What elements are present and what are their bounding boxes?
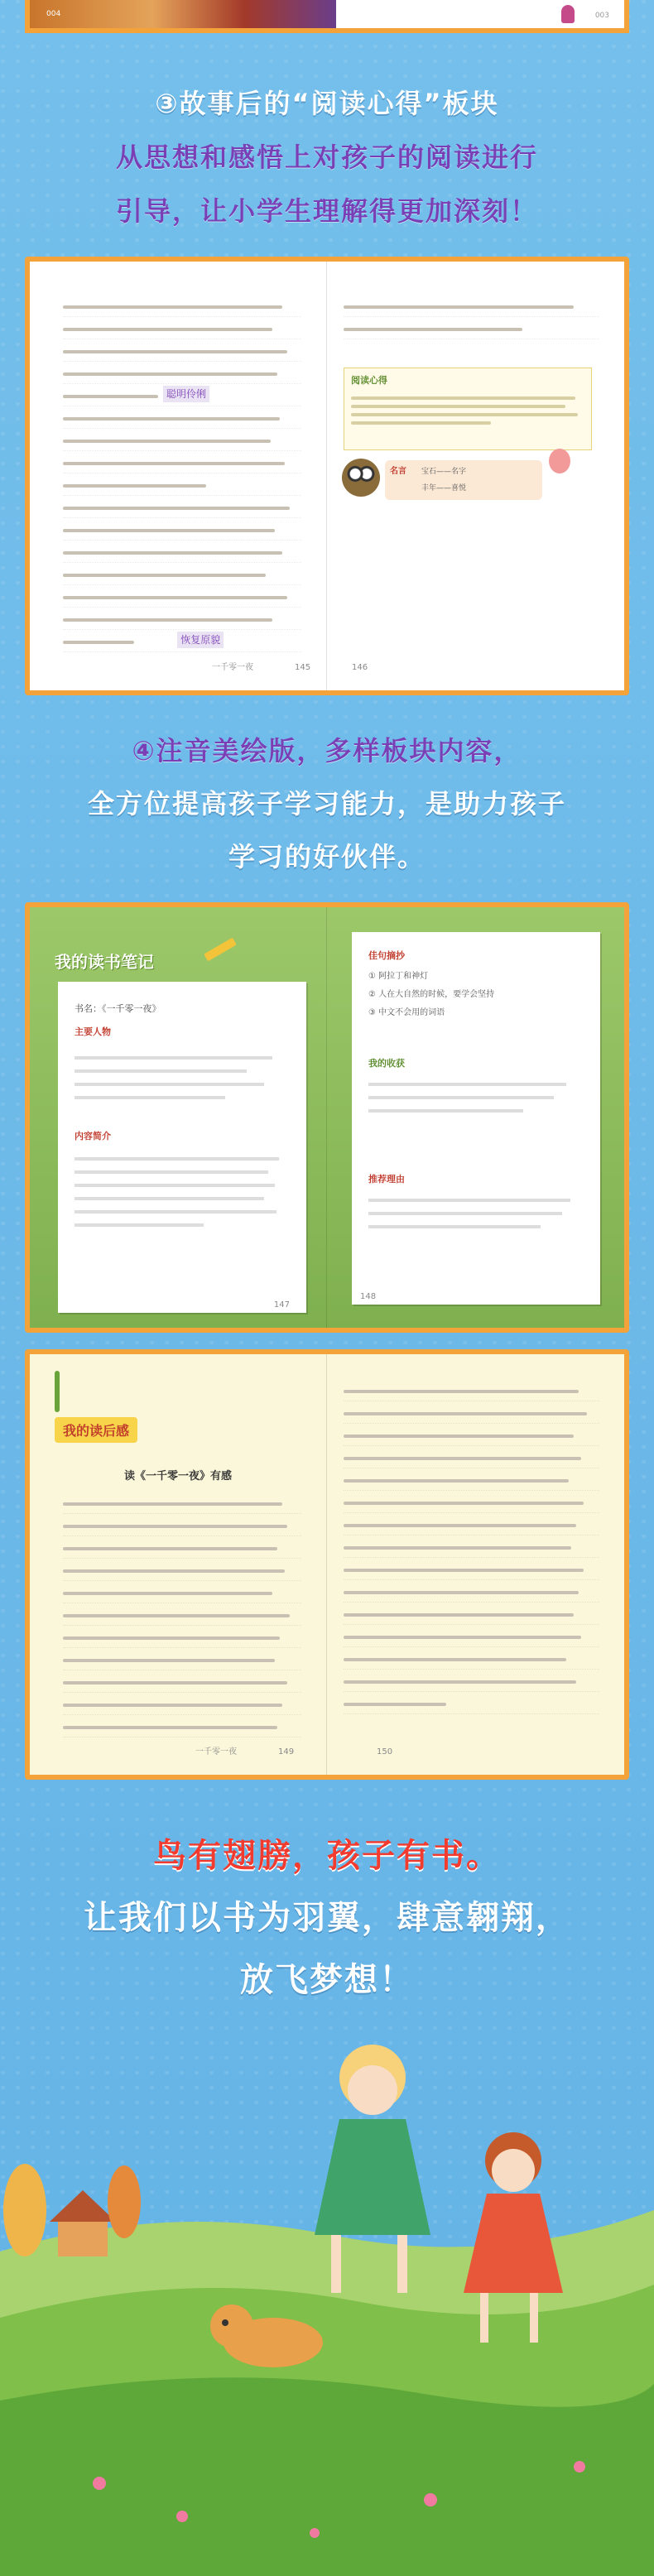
recommend-reason-label: 推荐理由 xyxy=(368,1174,405,1185)
book-name-label: 书名：《一千零一夜》 xyxy=(75,1003,161,1014)
meadow-illustration xyxy=(0,2020,654,2576)
spread2-left-folio: 147 xyxy=(273,1300,290,1310)
pencil-icon xyxy=(204,938,237,962)
favorite-item-3: ③ 中文不会用的词语 xyxy=(368,1008,445,1017)
my-notes-banner: 我的读书笔记 xyxy=(55,952,154,972)
spread3-left-footer: 一千零一夜 xyxy=(195,1747,237,1757)
spread3-left-text-lines xyxy=(63,1492,301,1737)
tip-card-title: 名言 xyxy=(390,467,406,476)
spread2-left-page xyxy=(30,907,327,1328)
spread2-right-folio: 148 xyxy=(360,1292,377,1301)
spread1-highlight-2: 恢复原貌 xyxy=(177,632,224,648)
section3-headline-line2: 从思想和感悟上对孩子的阅读进行 xyxy=(115,142,538,173)
meadow-scene xyxy=(0,2020,654,2576)
spread2-right-page xyxy=(327,907,624,1328)
top-banner-folio-right: 003 xyxy=(594,12,609,20)
leaf-sprig-icon xyxy=(55,1371,60,1412)
main-people-label: 主要人物 xyxy=(75,1026,111,1037)
top-book-banner xyxy=(25,0,629,33)
spread3-right-page xyxy=(327,1354,624,1775)
favorite-item-2: ② 人在大自然的时候，要学会坚持 xyxy=(368,990,495,999)
tip-card-line1: 宝石——名字 xyxy=(421,468,467,476)
reading-notes-box xyxy=(344,368,592,450)
spread3-right-folio: 150 xyxy=(377,1747,393,1757)
section4-headline-line1: ④注音美绘版，多样板块内容， xyxy=(132,735,522,767)
essay-title: 读《一千零一夜》有感 xyxy=(123,1470,232,1483)
book-spread-reading-notes xyxy=(25,257,629,695)
favorite-lines-label: 佳句摘抄 xyxy=(368,950,405,961)
book-spread-my-notes xyxy=(25,902,629,1333)
spread1-right-folio: 146 xyxy=(352,663,368,672)
reading-notes-title: 阅读心得 xyxy=(351,375,387,386)
house-icon xyxy=(50,2190,116,2256)
section3-headline-line3: 引导，让小学生理解得更加深刻！ xyxy=(115,195,538,227)
tip-card xyxy=(385,460,542,500)
section3-headline-line1: ③故事后的“阅读心得”板块 xyxy=(155,88,499,119)
top-banner-girl-icon xyxy=(561,5,575,23)
top-banner-folio-left: 004 xyxy=(46,10,61,18)
content-intro-label: 内容简介 xyxy=(75,1131,111,1141)
book-spread-reflection xyxy=(25,1349,629,1780)
section4-headline-line3: 学习的好伙伴。 xyxy=(228,841,426,872)
spread3-right-text-lines xyxy=(344,1379,599,1714)
tip-card-line2: 丰年——喜悦 xyxy=(421,484,467,493)
spread1-left-text-lines xyxy=(63,295,301,652)
spread1-left-folio: 145 xyxy=(295,663,311,672)
spread1-right-text-lines xyxy=(344,295,599,339)
closing-line2: 让我们以书为羽翼，肆意翱翔， xyxy=(84,1899,570,1937)
spread1-left-page xyxy=(30,262,327,690)
favorite-item-1: ① 阿拉丁和神灯 xyxy=(368,972,429,981)
balloon-icon xyxy=(549,449,570,473)
owl-mascot-icon xyxy=(342,459,380,497)
spread1-right-page xyxy=(327,262,624,690)
closing-line1: 鸟有翅膀，孩子有书。 xyxy=(153,1837,501,1875)
closing-line3: 放飞梦想！ xyxy=(240,1961,414,1999)
my-gain-label: 我的收获 xyxy=(368,1058,405,1069)
spread3-left-folio: 149 xyxy=(278,1747,295,1757)
top-banner-illustration xyxy=(30,0,336,28)
section4-headline-line2: 全方位提高孩子学习能力，是助力孩子 xyxy=(87,788,566,819)
spread2-left-paper xyxy=(58,982,306,1313)
spread1-left-footer: 一千零一夜 xyxy=(212,663,253,672)
spread1-highlight-1: 聪明伶俐 xyxy=(163,386,209,402)
spread2-right-paper xyxy=(352,932,600,1305)
spread3-left-page xyxy=(30,1354,327,1775)
reflection-banner: 我的读后感 xyxy=(55,1417,137,1443)
